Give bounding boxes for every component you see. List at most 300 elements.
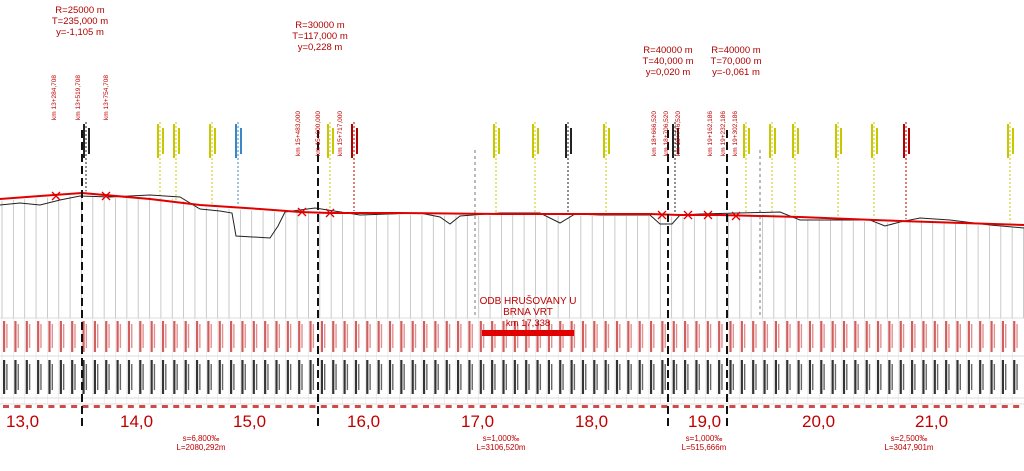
table-cell-bottom [960, 364, 961, 390]
table-cell-bottom [877, 360, 879, 394]
annotation-text-mark [565, 124, 567, 158]
tick-number [968, 405, 974, 408]
table-cell-top [378, 321, 380, 352]
table-cell-top [687, 324, 688, 348]
curve-radius: R=30000 m [295, 20, 345, 31]
table-cell-top [256, 324, 257, 348]
table-cell-top [415, 324, 416, 348]
table-cell-top [1013, 321, 1015, 352]
tick-number [843, 405, 849, 408]
annotation-text-mark [774, 128, 776, 154]
table-cell-bottom [673, 360, 675, 394]
table-cell-bottom [313, 364, 314, 390]
table-cell-top [162, 321, 164, 352]
tick-number [1013, 405, 1019, 408]
table-cell-top [233, 324, 234, 348]
table-cell-top [366, 321, 368, 352]
table-cell-bottom [661, 360, 663, 394]
tick-number [366, 405, 372, 408]
table-cell-bottom [131, 364, 132, 390]
grade-slope: s=1,000‰ [482, 434, 520, 443]
tick-number [287, 405, 293, 408]
tick-number [48, 405, 54, 408]
vertical-curve-1 [30, 5, 130, 38]
table-cell-bottom [778, 364, 779, 390]
annotation-text-mark [603, 124, 605, 158]
table-cell-bottom [880, 364, 881, 390]
table-cell-bottom [956, 360, 958, 394]
table-cell-top [801, 324, 802, 348]
annotation-text-mark [209, 124, 211, 158]
table-cell-top [718, 321, 720, 352]
table-cell-top [630, 324, 631, 348]
table-cell-bottom [755, 364, 756, 390]
table-cell-bottom [968, 360, 970, 394]
table-cell-top [449, 324, 450, 348]
vertical-curve-2 [270, 20, 370, 53]
point-label: km 19+232,186 [720, 111, 727, 156]
tick-number [854, 405, 860, 408]
table-cell-top [460, 324, 461, 348]
table-cell-bottom [434, 360, 436, 394]
tick-number [400, 405, 406, 408]
tick-number [582, 405, 588, 408]
point-label: km 13+284,708 [51, 75, 58, 120]
table-cell-bottom [120, 364, 121, 390]
table-cell-bottom [619, 364, 620, 390]
table-cell-top [219, 321, 221, 352]
tick-number [673, 405, 679, 408]
table-cell-top [241, 321, 243, 352]
table-cell-top [812, 324, 813, 348]
tick-number [877, 405, 883, 408]
tick-number [434, 405, 440, 408]
annotation-text-mark [157, 124, 159, 158]
table-cell-bottom [548, 360, 550, 394]
grade-length: L=3106,520m [476, 443, 526, 452]
table-cell-top [639, 321, 641, 352]
table-cell-top [392, 324, 393, 348]
table-cell-bottom [117, 360, 119, 394]
tick-number [922, 405, 928, 408]
tick-number [684, 405, 690, 408]
curve-radius: R=40000 m [643, 45, 693, 56]
table-cell-top [1005, 324, 1006, 348]
table-cell-bottom [438, 364, 439, 390]
table-cell-bottom [767, 364, 768, 390]
table-cell-top [71, 321, 73, 352]
table-cell-bottom [502, 360, 504, 394]
table-cell-bottom [233, 364, 234, 390]
table-cell-bottom [256, 364, 257, 390]
table-cell-top [945, 321, 947, 352]
table-cell-top [627, 321, 629, 352]
grade-slope: s=6,800‰ [182, 434, 220, 443]
grade-length: L=3047,901m [884, 443, 934, 452]
table-cell-bottom [832, 360, 834, 394]
table-cell-top [381, 324, 382, 348]
table-cell-bottom [392, 364, 393, 390]
table-cell-bottom [74, 364, 75, 390]
tick-number [605, 405, 611, 408]
tick-number [275, 405, 281, 408]
km-label: 19,0 [688, 412, 722, 431]
point-label: km 15+483,000 [295, 111, 302, 156]
table-cell-bottom [585, 364, 586, 390]
km-label: 16,0 [347, 412, 381, 431]
table-cell-bottom [14, 360, 16, 394]
annotation-text-mark [792, 124, 794, 158]
table-cell-top [911, 321, 913, 352]
table-cell-bottom [627, 360, 629, 394]
table-cell-bottom [721, 364, 722, 390]
table-cell-bottom [6, 364, 7, 390]
table-cell-top [94, 321, 96, 352]
table-cell-bottom [888, 360, 890, 394]
table-cell-top [301, 324, 302, 348]
tick-number [718, 405, 724, 408]
annotation-text-mark [769, 124, 771, 158]
table-cell-bottom [332, 360, 334, 394]
grade-slope: s=2,500‰ [890, 434, 928, 443]
table-cell-bottom [536, 360, 538, 394]
table-cell-bottom [94, 360, 96, 394]
table-cell-bottom [937, 364, 938, 390]
table-cell-bottom [142, 364, 143, 390]
table-cell-bottom [892, 364, 893, 390]
table-cell-bottom [165, 364, 166, 390]
table-cell-top [934, 321, 936, 352]
table-cell-bottom [211, 364, 212, 390]
table-cell-bottom [517, 364, 518, 390]
table-cell-top [982, 324, 983, 348]
grade-length: L=515,666m [681, 443, 727, 452]
table-cell-bottom [40, 364, 41, 390]
table-cell-top [937, 324, 938, 348]
table-cell-top [721, 324, 722, 348]
table-cell-top [321, 321, 323, 352]
table-cell-bottom [347, 364, 348, 390]
tick-number [196, 405, 202, 408]
table-cell-bottom [605, 360, 607, 394]
table-cell-top [230, 321, 232, 352]
table-cell-bottom [245, 364, 246, 390]
tick-number [321, 405, 327, 408]
curve-ordinate: y=-0,061 m [712, 67, 760, 78]
table-cell-top [412, 321, 414, 352]
tick-number [117, 405, 123, 408]
table-cell-top [74, 324, 75, 348]
table-cell-bottom [994, 364, 995, 390]
table-cell-top [994, 324, 995, 348]
table-cell-bottom [695, 360, 697, 394]
table-cell-bottom [199, 364, 200, 390]
table-cell-bottom [446, 360, 448, 394]
table-cell-top [888, 321, 890, 352]
km-label: 21,0 [915, 412, 949, 431]
tick-number [173, 405, 179, 408]
table-cell-bottom [562, 364, 563, 390]
tick-number [888, 405, 894, 408]
tick-number [956, 405, 962, 408]
table-cell-bottom [128, 360, 130, 394]
tick-number [151, 405, 157, 408]
annotation-text-mark [570, 128, 572, 154]
table-cell-bottom [574, 364, 575, 390]
table-cell-bottom [653, 364, 654, 390]
tick-number [298, 405, 304, 408]
tick-number [911, 405, 917, 408]
table-cell-bottom [506, 364, 507, 390]
table-cell-top [653, 324, 654, 348]
table-cell-top [335, 324, 336, 348]
table-cell-top [139, 321, 141, 352]
tick-number [230, 405, 236, 408]
table-cell-top [979, 321, 981, 352]
annotation-text-mark [871, 124, 873, 158]
table-cell-top [128, 321, 130, 352]
table-cell-top [755, 324, 756, 348]
table-cell-bottom [608, 364, 609, 390]
table-cell-top [332, 321, 334, 352]
table-cell-bottom [1005, 364, 1006, 390]
table-cell-bottom [287, 360, 289, 394]
table-cell-top [892, 324, 893, 348]
tick-number [571, 405, 577, 408]
table-cell-bottom [275, 360, 277, 394]
tick-number [832, 405, 838, 408]
tick-number [798, 405, 804, 408]
table-cell-bottom [900, 360, 902, 394]
table-cell-top [854, 321, 856, 352]
table-cell-bottom [571, 360, 573, 394]
tick-number [514, 405, 520, 408]
table-cell-bottom [596, 364, 597, 390]
table-cell-top [786, 321, 788, 352]
table-cell-top [403, 324, 404, 348]
point-label: km 18+666,520 [651, 111, 658, 156]
table-cell-bottom [381, 364, 382, 390]
table-cell-top [264, 321, 266, 352]
table-cell-bottom [321, 360, 323, 394]
tick-number [627, 405, 633, 408]
table-cell-bottom [483, 364, 484, 390]
table-cell-bottom [37, 360, 39, 394]
tick-number [661, 405, 667, 408]
table-cell-top [313, 324, 314, 348]
tick-number [378, 405, 384, 408]
annotation-text-mark [1007, 124, 1009, 158]
annotation-text-mark [351, 124, 353, 158]
table-cell-top [423, 321, 425, 352]
tick-number [253, 405, 259, 408]
table-cell-top [922, 321, 924, 352]
tick-number [82, 405, 88, 408]
table-cell-top [619, 324, 620, 348]
km-label: 15,0 [233, 412, 267, 431]
table-cell-bottom [366, 360, 368, 394]
point-label: km 13+754,708 [103, 75, 110, 120]
table-cell-top [142, 324, 143, 348]
table-cell-top [971, 324, 972, 348]
table-cell-top [608, 324, 609, 348]
tick-number [264, 405, 270, 408]
tick-number [71, 405, 77, 408]
table-cell-bottom [733, 364, 734, 390]
table-cell-top [866, 321, 868, 352]
table-cell-bottom [789, 364, 790, 390]
table-cell-bottom [934, 360, 936, 394]
curve-tangent: T=40,000 m [642, 56, 694, 67]
annotation-text-mark [235, 124, 237, 158]
table-cell-top [710, 324, 711, 348]
tick-number [219, 405, 225, 408]
table-cell-bottom [344, 360, 346, 394]
tick-number [94, 405, 100, 408]
table-cell-bottom [676, 364, 677, 390]
table-cell-bottom [551, 364, 552, 390]
table-cell-top [665, 324, 666, 348]
table-cell-bottom [403, 364, 404, 390]
table-cell-bottom [60, 360, 62, 394]
annotation-text-mark [173, 124, 175, 158]
point-label: km 18+706,520 [663, 111, 670, 156]
table-cell-top [117, 321, 119, 352]
table-cell-top [26, 321, 28, 352]
table-cell-top [207, 321, 209, 352]
table-cell-bottom [449, 364, 450, 390]
table-cell-top [846, 324, 847, 348]
tick-number [945, 405, 951, 408]
terrain-line [0, 195, 1024, 238]
table-cell-top [857, 324, 858, 348]
table-cell-bottom [869, 364, 870, 390]
table-cell-bottom [412, 360, 414, 394]
table-cell-top [267, 324, 268, 348]
table-cell-top [86, 324, 87, 348]
km-label: 20,0 [802, 412, 836, 431]
table-cell-bottom [309, 360, 311, 394]
table-cell-top [809, 321, 811, 352]
tick-number [241, 405, 247, 408]
tick-number [729, 405, 735, 408]
grade-length: L=2080,292m [176, 443, 226, 452]
table-cell-bottom [457, 360, 459, 394]
tick-number [162, 405, 168, 408]
table-cell-bottom [298, 360, 300, 394]
tick-number [480, 405, 486, 408]
table-cell-top [596, 324, 597, 348]
table-cell-bottom [616, 360, 618, 394]
curve-tangent: T=70,000 m [710, 56, 762, 67]
annotation-text-mark [835, 124, 837, 158]
table-cell-bottom [763, 360, 765, 394]
table-cell-bottom [369, 364, 370, 390]
curve-ordinate: y=0,228 m [297, 42, 343, 53]
table-cell-bottom [86, 364, 87, 390]
grade-label [874, 434, 944, 452]
annotation-text-mark [672, 124, 674, 158]
table-cell-top [446, 321, 448, 352]
table-cell-bottom [415, 364, 416, 390]
table-cell-top [593, 321, 595, 352]
tick-number [389, 405, 395, 408]
table-cell-top [185, 321, 187, 352]
table-cell-bottom [253, 360, 255, 394]
table-cell-top [165, 324, 166, 348]
table-cell-top [763, 321, 765, 352]
table-cell-bottom [630, 364, 631, 390]
table-cell-top [60, 321, 62, 352]
table-cell-top [843, 321, 845, 352]
table-cell-top [1016, 324, 1017, 348]
tick-number [502, 405, 508, 408]
table-cell-bottom [18, 364, 19, 390]
curve-ordinate: y=-1,105 m [56, 27, 104, 38]
table-cell-bottom [3, 360, 5, 394]
table-cell-bottom [472, 364, 473, 390]
tick-number [309, 405, 315, 408]
table-cell-bottom [188, 364, 189, 390]
table-cell-bottom [460, 364, 461, 390]
table-cell-bottom [699, 364, 700, 390]
tick-number [355, 405, 361, 408]
table-cell-top [798, 321, 800, 352]
curve-radius: R=40000 m [711, 45, 761, 56]
tick-number [332, 405, 338, 408]
table-cell-bottom [593, 360, 595, 394]
table-cell-bottom [48, 360, 50, 394]
tick-number [14, 405, 20, 408]
annotation-text-mark [532, 124, 534, 158]
table-cell-bottom [389, 360, 391, 394]
tick-number [423, 405, 429, 408]
tick-number [344, 405, 350, 408]
table-cell-bottom [26, 360, 28, 394]
table-cell-bottom [324, 364, 325, 390]
table-cell-top [767, 324, 768, 348]
table-cell-top [3, 321, 5, 352]
table-cell-top [120, 324, 121, 348]
table-cell-bottom [230, 360, 232, 394]
annotation-text-mark [327, 124, 329, 158]
table-cell-top [48, 321, 50, 352]
table-cell-top [948, 324, 949, 348]
grade-slope: s=1,000‰ [685, 434, 723, 443]
table-cell-top [358, 324, 359, 348]
table-cell-bottom [514, 360, 516, 394]
table-cell-top [426, 324, 427, 348]
table-cell-bottom [185, 360, 187, 394]
table-cell-top [29, 324, 30, 348]
table-cell-bottom [665, 364, 666, 390]
table-cell-bottom [301, 364, 302, 390]
table-cell-top [18, 324, 19, 348]
table-cell-top [154, 324, 155, 348]
table-cell-top [832, 321, 834, 352]
tick-number [809, 405, 815, 408]
table-cell-bottom [684, 360, 686, 394]
annotation-text-mark [748, 128, 750, 154]
tick-number [3, 405, 9, 408]
table-cell-bottom [866, 360, 868, 394]
annotation-text-mark [537, 128, 539, 154]
table-cell-top [275, 321, 277, 352]
table-cell-bottom [729, 360, 731, 394]
annotation-text-mark [332, 128, 334, 154]
tick-number [457, 405, 463, 408]
table-cell-bottom [650, 360, 652, 394]
